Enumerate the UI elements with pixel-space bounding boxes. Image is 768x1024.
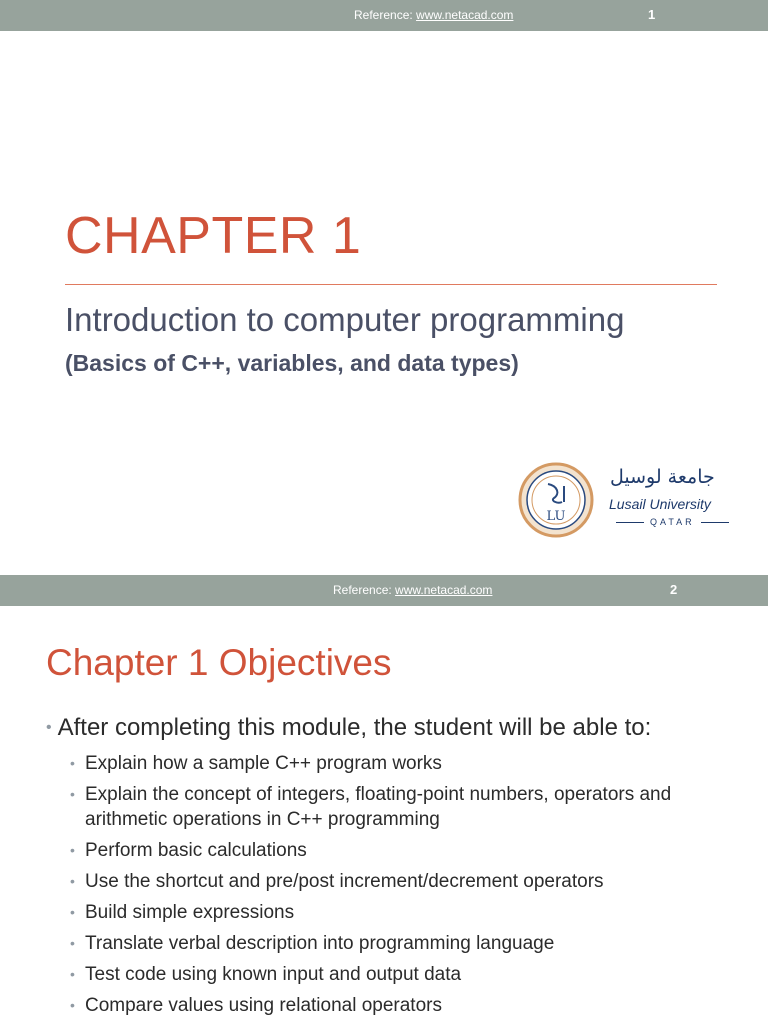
logo-english-name: Lusail University [609,496,711,512]
logo-country: QATAR [610,517,734,527]
list-item: • Compare values using relational operators [85,993,755,1018]
university-seal-icon [518,462,594,538]
reference-bar [0,0,768,31]
objectives-title: Chapter 1 Objectives [46,642,392,683]
chapter-title: CHAPTER 1 [65,207,362,265]
reference-link[interactable]: www.netacad.com [395,583,493,597]
university-logo [518,462,738,538]
list-item: • Translate verbal description into programming language [85,931,755,956]
slide-2 [0,575,768,1024]
list-item: • Explain how a sample C++ program works [85,751,755,776]
list-item: • Build simple expressions [85,900,755,925]
list-item: • Use the shortcut and pre/post increment/decrement operators [85,869,755,894]
chapter-subtitle: Introduction to computer programming [65,301,625,338]
bullet-icon: • [46,719,52,736]
page-number: 1 [648,7,656,22]
list-item: • Perform basic calculations [85,838,755,863]
reference-text: Reference: www.netacad.com [333,583,493,597]
reference-bar [0,575,768,606]
reference-link[interactable]: www.netacad.com [416,8,514,22]
objectives-list [85,751,755,1024]
list-item: • Explain the concept of integers, floating-point numbers, operators and arithmetic operations in C++ programming [85,782,755,832]
chapter-subtitle-detail: (Basics of C++, variables, and data types) [65,350,519,376]
list-item: • Test code using known input and output data [85,962,755,987]
title-divider [65,284,717,285]
objectives-intro: • After completing this module, the student will be able to: [46,714,652,741]
logo-arabic-name: جامعة لوسيل [610,466,715,488]
page-number: 2 [670,582,678,597]
svg-text:LU: LU [546,509,566,524]
reference-text: Reference: www.netacad.com [354,8,514,22]
